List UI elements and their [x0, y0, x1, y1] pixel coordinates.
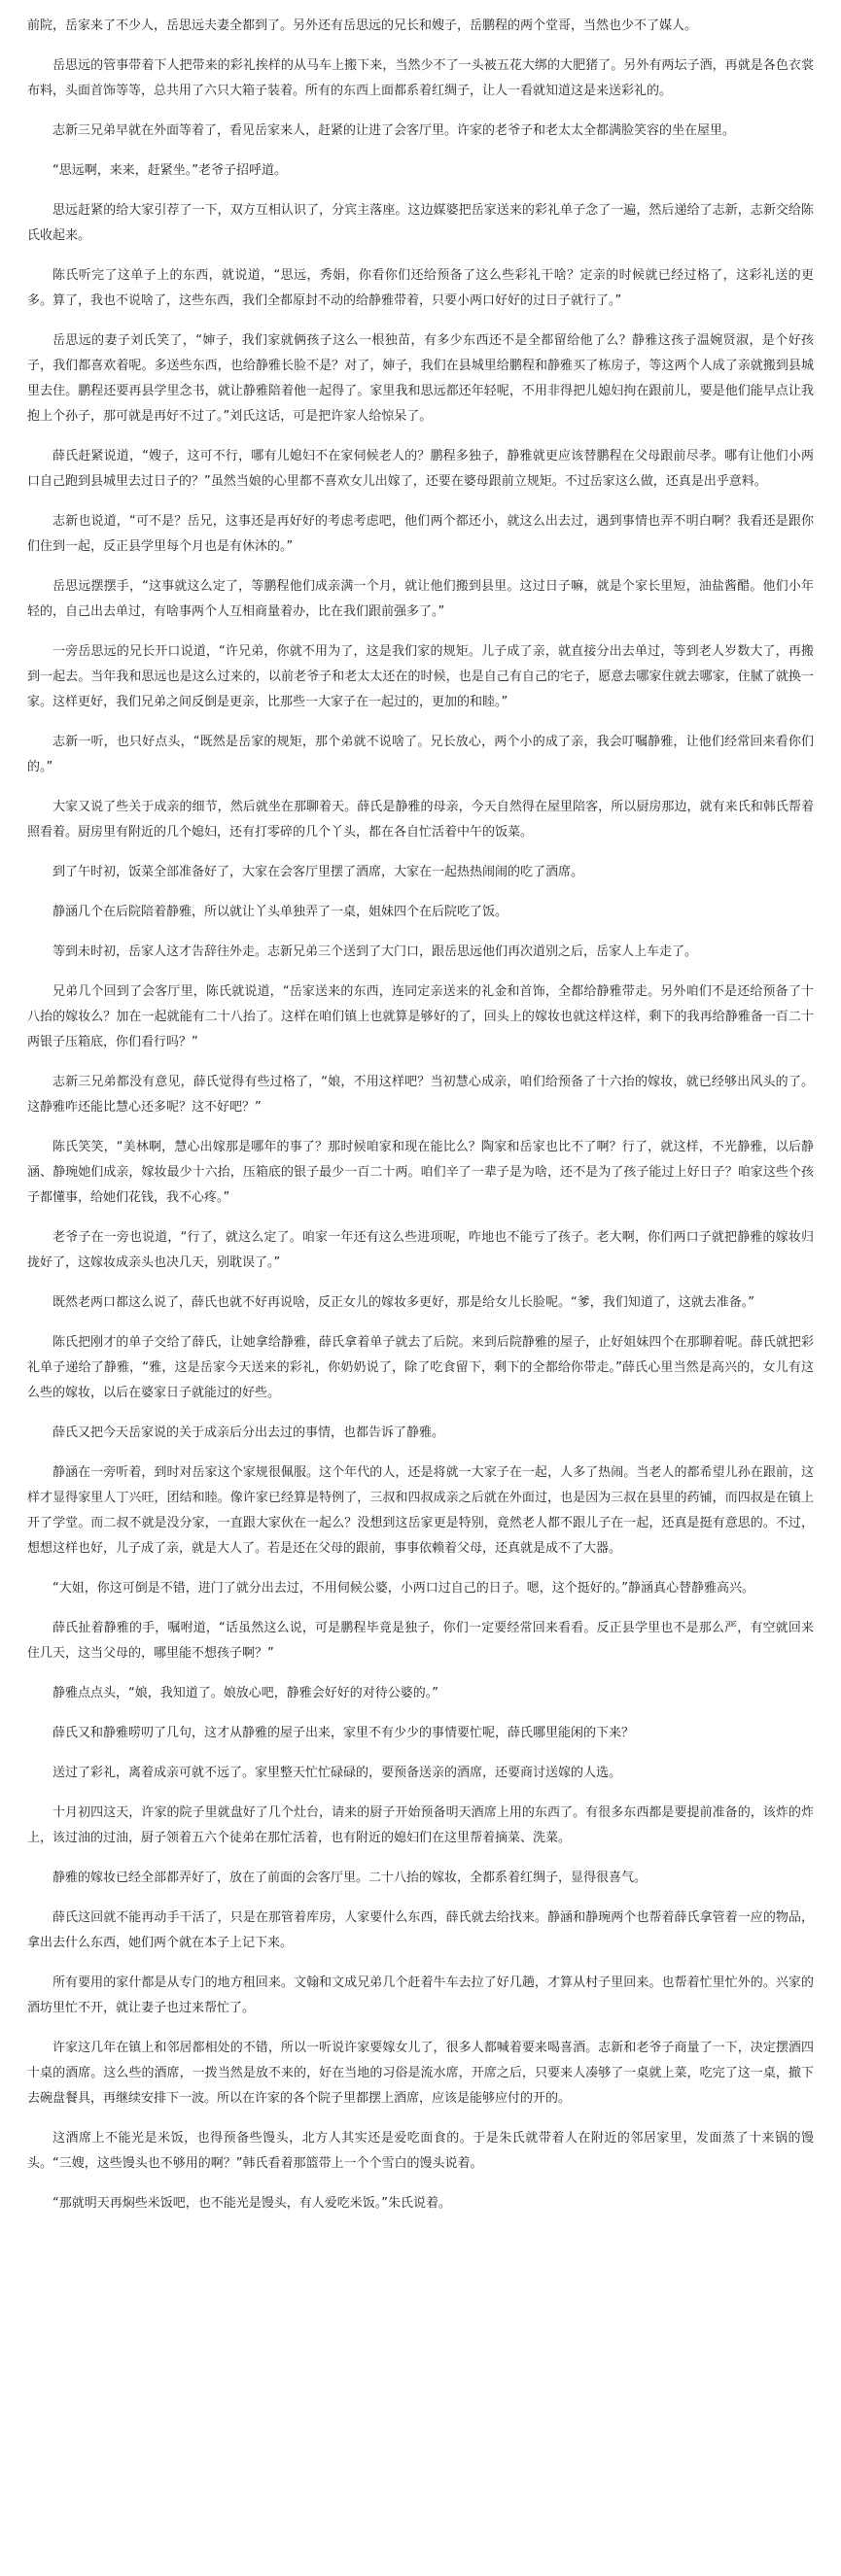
- paragraph: 这酒席上不能光是米饭，也得预备些馒头，北方人其实还是爱吃面食的。于是朱氏就带着人在附近的邻居家里，发面蒸了十来锅的馒头。“三嫂，这些馒头也不够用的啊？”韩氏看着那篮带上一个个雪白的馒头说着。: [27, 2131, 814, 2171]
- paragraph: 志新三兄弟早就在外面等着了，看见岳家来人，赶紧的让进了会客厅里。许家的老爷子和老太太全都满脸笑容的坐在屋里。: [53, 123, 736, 138]
- paragraph: “思远啊，来来，赶紧坐。”老爷子招呼道。: [53, 163, 287, 178]
- paragraph: 静涵在一旁听着，到时对岳家这个家规很佩服。这个年代的人，还是将就一大家子在一起，人多了热闹。当老人的都希望儿孙在跟前，这样才显得家里人丁兴旺，团结和睦。像许家已经算是特例了，三叔和四叔成亲之后就在外面过，也是因为三叔在县里的药铺，而四叔是在镇上开了学堂。而二叔不就是没分家，一直跟大家伙在一起么？没想到这岳家更是特别，竟然老人都不跟儿子在一起，还真是挺有意思的。不过，想想这样也好，儿子成了亲，就是大人了。若是还在父母的跟前，事事依赖着父母，还真就是成不了大器。: [27, 1465, 814, 1556]
- paragraph: 志新三兄弟都没有意见，薛氏觉得有些过格了，“娘，不用这样吧？当初慧心成亲，咱们给预备了十六抬的嫁妆，就已经够出风头的了。这静雅咋还能比慧心还多呢？这不好吧？”: [27, 1075, 814, 1115]
- paragraph: 岳思远摆摆手，“这事就这么定了，等鹏程他们成亲满一个月，就让他们搬到县里。这过日子嘛，就是个家长里短，油盐酱醋。他们小年轻的，自己出去单过，有啥事两个人互相商量着办，比在我们跟前强多了。”: [27, 579, 814, 619]
- paragraph: 陈氏听完了这单子上的东西，就说道，“思远，秀娟，你看你们还给预备了这么些彩礼干啥？定亲的时候就已经过格了，这彩礼送的更多。算了，我也不说啥了，这些东西，我们全都原封不动的给静雅带着，只要小两口好好的过日子就行了。”: [27, 268, 814, 308]
- paragraph: 薛氏赶紧说道，“嫂子，这可不行，哪有儿媳妇不在家伺候老人的？鹏程多独子，静雅就更应该替鹏程在父母跟前尽孝。哪有让他们小两口自己跑到县城里去过日子的？”虽然当娘的心里都不喜欢女儿出嫁了，还要在婆母跟前立规矩。不过岳家这么做，还真是出乎意料。: [27, 449, 814, 489]
- paragraph: 十月初四这天，许家的院子里就盘好了几个灶台，请来的厨子开始预备明天酒席上用的东西了。有很多东西都是要提前准备的，该炸的炸上，该过油的过油，厨子领着五六个徒弟在那忙活着，也有附近的媳妇们在这里帮着摘菜、洗菜。: [27, 1805, 814, 1845]
- paragraph: 陈氏笑笑，“美林啊，慧心出嫁那是哪年的事了？那时候咱家和现在能比么？陶家和岳家也比不了啊？行了，就这样，不光静雅，以后静涵、静琬她们成亲，嫁妆最少十六抬，压箱底的银子最少一百二十两。咱们辛了一辈子是为啥，还不是为了孩子能过上好日子？咱家这些个孩子都懂事，给她们花钱，我不心疼。”: [27, 1140, 814, 1205]
- paragraph: 薛氏这回就不能再动手干活了，只是在那管着库房，人家要什么东西，薛氏就去给找来。静涵和静琬两个也帮着薛氏拿管着一应的物品，拿出去什么东西，她们两个就在本子上记下来。: [27, 1910, 814, 1950]
- paragraph: 到了午时初，饭菜全部准备好了，大家在会客厅里摆了酒席，大家在一起热热闹闹的吃了酒席。: [53, 865, 584, 879]
- paragraph: 薛氏又和静雅唠叨了几句，这才从静雅的屋子出来，家里不有少少的事情要忙呢，薛氏哪里能闲的下来？: [53, 1726, 635, 1740]
- paragraph: 一旁岳思远的兄长开口说道，“许兄弟，你就不用为了，这是我们家的规矩。儿子成了亲，就直接分出去单过，等到老人岁数大了，再搬到一起去。当年我和思远也是这么过来的，以前老爷子和老太太还在的时候，也是自己有自己的宅子，愿意去哪家住就去哪家，住腻了就换一家。这样更好，我们兄弟之间反倒是更亲，比那些一大家子在一起过的，更加的和睦。”: [27, 644, 814, 709]
- paragraph: 岳思远的妻子刘氏笑了，“婶子，我们家就俩孩子这么一根独苗，有多少东西还不是全都留给他了么？静雅这孩子温婉贤淑，是个好孩子，我们都喜欢着呢。多送些东西，也给静雅长脸不是？对了，婶子，我们在县城里给鹏程和静雅买了栋房子，等这两个人成了亲就搬到县城里去住。鹏程还要再县学里念书，就让静雅陪着他一起得了。家里我和思远都还年轻呢，不用非得把儿媳妇拘在跟前儿，要是他们能早点让我抱上个孙子，那可就是再好不过了。”刘氏这话，可是把许家人给惊呆了。: [27, 333, 814, 424]
- paragraph: 静涵几个在后院陪着静雅，所以就让丫头单独弄了一桌，姐妹四个在后院吃了饭。: [53, 905, 508, 919]
- paragraph: 志新也说道，“可不是？岳兄，这事还是再好好的考虑考虑吧，他们两个都还小，就这么出去过，遇到事情也弄不明白啊？我看还是跟你们住到一起，反正县学里每个月也是有休沐的。”: [27, 514, 814, 554]
- paragraph: 既然老两口都这么说了，薛氏也就不好再说啥，反正女儿的嫁妆多更好，那是给女儿长脸呢。“爹，我们知道了，这就去准备。”: [53, 1295, 754, 1310]
- paragraph: 大家又说了些关于成亲的细节，然后就坐在那聊着天。薛氏是静雅的母亲，今天自然得在屋里陪客，所以厨房那边，就有来氏和韩氏帮着照看着。厨房里有附近的几个媳妇，还有打零碎的几个丫头，都在各自忙活着中午的饭菜。: [27, 800, 814, 840]
- paragraph: 志新一听，也只好点头，“既然是岳家的规矩，那个弟就不说啥了。兄长放心，两个小的成了亲，我会叮嘱静雅，让他们经常回来看你们的。”: [27, 735, 814, 774]
- paragraph: 岳思远的管事带着下人把带来的彩礼挨样的从马车上搬下来，当然少不了一头被五花大绑的大肥猪了。另外有两坛子酒，再就是各色衣裳布料，头面首饰等等，总共用了六只大箱子装着。所有的东西上面都系着红绸子，让人一看就知道这是来送彩礼的。: [27, 58, 814, 98]
- paragraph: 许家这几年在镇上和邻居都相处的不错，所以一听说许家要嫁女儿了，很多人都喊着要来喝喜酒。志新和老爷子商量了一下，决定摆酒四十桌的酒席。这么些的酒席，一拨当然是放不来的，好在当地的习俗是流水席，开席之后，只要来人凑够了一桌就上菜，吃完了这一桌，撤下去碗盘餐具，再继续安排下一波。所以在许家的各个院子里都摆上酒席，应该是能够应付的开的。: [27, 2041, 814, 2106]
- paragraph: 静雅点点头，“娘，我知道了。娘放心吧，静雅会好好的对待公婆的。”: [53, 1686, 438, 1700]
- paragraph: 薛氏又把今天岳家说的关于成亲后分出去过的事情，也都告诉了静雅。: [53, 1425, 445, 1440]
- paragraph: 静雅的嫁妆已经全部都弄好了，放在了前面的会客厅里。二十八抬的嫁妆，全都系着红绸子，显得很喜气。: [53, 1871, 648, 1885]
- paragraph: 薛氏扯着静雅的手，嘱咐道，“话虽然这么说，可是鹏程毕竟是独子，你们一定要经常回来看看。反正县学里也不是那么严，有空就回来住几天，这当父母的，哪里能不想孩子啊？”: [27, 1621, 814, 1661]
- paragraph: “那就明天再焖些米饭吧，也不能光是馒头，有人爱吃米饭。”朱氏说着。: [53, 2196, 451, 2211]
- paragraph: 思远赶紧的给大家引荐了一下，双方互相认识了，分宾主落座。这边媒婆把岳家送来的彩礼单子念了一遍，然后递给了志新，志新交给陈氏收起来。: [27, 203, 814, 243]
- paragraph: 陈氏把刚才的单子交给了薛氏，让她拿给静雅，薛氏拿着单子就去了后院。来到后院静雅的屋子，止好姐妹四个在那聊着呢。薛氏就把彩礼单子递给了静雅，“雅，这是岳家今天送来的彩礼，你奶奶说了，除了吃食留下，剩下的全都给你带走。”薛氏心里当然是高兴的，女儿有这么些的嫁妆，以后在婆家日子就能过的好些。: [27, 1335, 814, 1400]
- paragraph: 兄弟几个回到了会客厅里，陈氏就说道，“岳家送来的东西，连同定亲送来的礼金和首饰，全都给静雅带走。另外咱们不是还给预备了十八抬的嫁妆么？加在一起就能有二十八抬了。这样在咱们镇上也就算是够好的了，回头上的嫁妆也就这样这样，剩下的我再给静雅备一百二十两银子压箱底，你们看行吗？”: [27, 984, 814, 1049]
- paragraph: 所有要用的家什都是从专门的地方租回来。文翰和文成兄弟几个赶着牛车去拉了好几趟，才算从村子里回来。也帮着忙里忙外的。兴家的酒坊里忙不开，就让妻子也过来帮忙了。: [27, 1975, 814, 2015]
- paragraph: 老爷子在一旁也说道，“行了，就这么定了。咱家一年还有这么些进项呢，咋地也不能亏了孩子。老大啊，你们两口子就把静雅的嫁妆归拢好了，这嫁妆成亲头也决几天，别耽误了。”: [27, 1230, 814, 1270]
- paragraph: 等到未时初，岳家人这才告辞往外走。志新兄弟三个送到了大门口，跟岳思远他们再次道别之后，岳家人上车走了。: [53, 945, 698, 959]
- paragraph: 送过了彩礼，离着成亲可就不远了。家里整天忙忙碌碌的，要预备送亲的酒席，还要商讨送嫁的人选。: [53, 1766, 622, 1780]
- paragraph: “大姐，你这可倒是不错，进门了就分出去过，不用伺候公婆，小两口过自己的日子。嗯，这个挺好的。”静涵真心替静雅高兴。: [53, 1581, 754, 1596]
- paragraph: 前院，岳家来了不少人，岳思远夫妻全都到了。另外还有岳思远的兄长和嫂子，岳鹏程的两个堂哥，当然也少不了媒人。: [27, 18, 698, 33]
